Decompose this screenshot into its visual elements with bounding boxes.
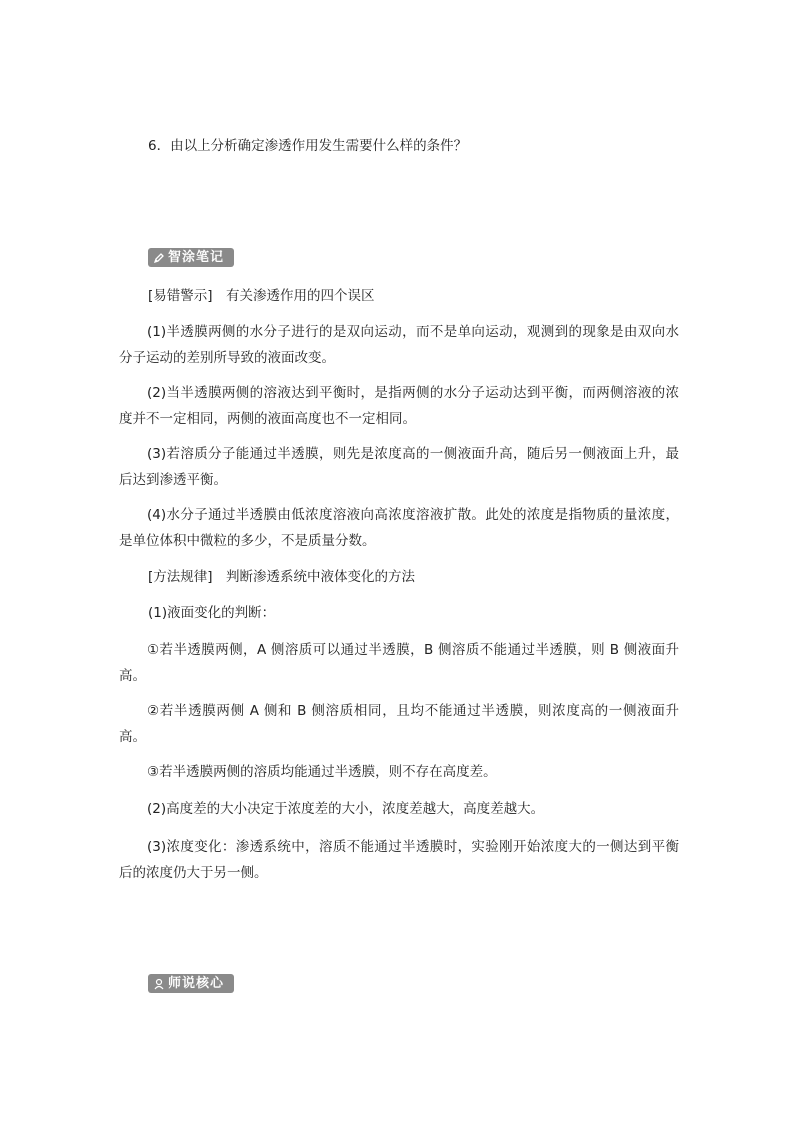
warning-item-2: (2)当半透膜两侧的溶液达到平衡时，是指两侧的水分子运动达到平衡，而两侧溶液的浓度并不一定相同，两侧的液面高度也不一定相同。 xyxy=(119,385,679,427)
teacher-badge xyxy=(148,974,234,993)
method-item-5: (3)浓度变化：渗透系统中，溶质不能通过半透膜时，实验刚开始浓度大的一侧达到平衡后的浓度仍大于另一侧。 xyxy=(119,839,679,881)
notes-badge-label: 智涂笔记 xyxy=(168,250,225,265)
warning-heading: [易错警示] 有关渗透作用的四个误区 xyxy=(148,288,375,304)
method-subheading: (1)液面变化的判断： xyxy=(148,605,276,621)
pencil-icon xyxy=(152,251,166,265)
method-item-1: ①若半透膜两侧，A 侧溶质可以通过半透膜，B 侧溶质不能通过半透膜，则 B 侧液面升高。 xyxy=(119,642,679,684)
question-6: 6．由以上分析确定渗透作用发生需要什么样的条件？ xyxy=(148,138,468,154)
warning-item-1: (1)半透膜两侧的水分子进行的是双向运动，而不是单向运动，观测到的现象是由双向水分子运动的差别所导致的液面改变。 xyxy=(119,324,679,366)
method-item-4: (2)高度差的大小决定于浓度差的大小，浓度差越大，高度差越大。 xyxy=(147,801,545,817)
warning-item-4: (4)水分子通过半透膜由低浓度溶液向高浓度溶液扩散。此处的浓度是指物质的量浓度，是单位体积中微粒的多少，不是质量分数。 xyxy=(119,507,679,549)
method-heading: [方法规律] 判断渗透系统中液体变化的方法 xyxy=(148,569,416,585)
teacher-badge-label: 师说核心 xyxy=(168,976,225,991)
speaker-icon xyxy=(152,977,166,991)
method-item-3: ③若半透膜两侧的溶质均能通过半透膜，则不存在高度差。 xyxy=(147,764,497,780)
method-item-2: ②若半透膜两侧 A 侧和 B 侧溶质相同，且均不能通过半透膜，则浓度高的一侧液面升高。 xyxy=(119,703,679,745)
warning-item-3: (3)若溶质分子能通过半透膜，则先是浓度高的一侧液面升高，随后另一侧液面上升，最后达到渗透平衡。 xyxy=(119,446,679,488)
notes-badge xyxy=(148,248,234,267)
